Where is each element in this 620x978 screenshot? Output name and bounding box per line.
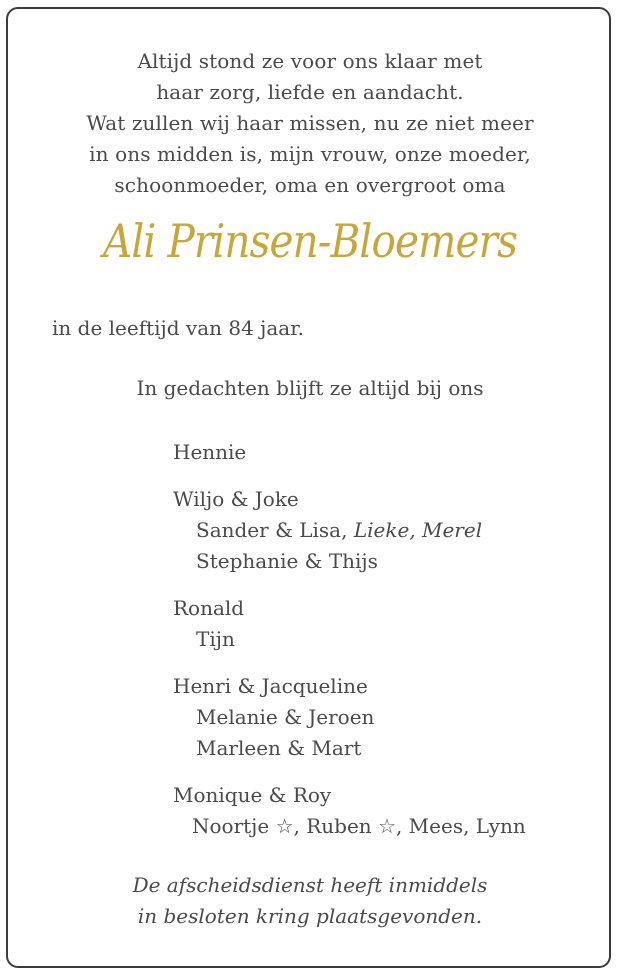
- family-child: Marleen & Mart: [196, 736, 362, 760]
- closing-text: [0, 870, 620, 932]
- family-child-italic: Lieke, Merel: [353, 518, 483, 542]
- family-head: Monique & Roy: [173, 783, 332, 807]
- intro-line: haar zorg, liefde en aandacht.: [156, 80, 464, 104]
- family-child: Noortje ☆, Ruben ☆, Mees, Lynn: [192, 814, 526, 838]
- family-list: [173, 437, 526, 858]
- memory-line: In gedachten blijft ze altijd bij ons: [136, 376, 484, 400]
- intro-line: Altijd stond ze voor ons klaar met: [137, 49, 483, 73]
- family-head: Wiljo & Joke: [173, 487, 299, 511]
- family-head: Ronald: [173, 596, 245, 620]
- intro-line: in ons midden is, mijn vrouw, onze moeder,: [89, 142, 531, 166]
- family-child: Tijn: [196, 627, 235, 651]
- family-group: [173, 780, 526, 842]
- family-child: Melanie & Jeroen: [196, 705, 375, 729]
- intro-text: [0, 46, 620, 201]
- family-child-text: Sander & Lisa,: [196, 518, 354, 542]
- family-group: [173, 593, 526, 655]
- age-line: in de leeftijd van 84 jaar.: [52, 316, 304, 340]
- family-group: [173, 484, 526, 577]
- family-child: Stephanie & Thijs: [196, 549, 378, 573]
- family-head: Hennie: [173, 440, 247, 464]
- deceased-name: Ali Prinsen-Bloemers: [103, 214, 517, 268]
- closing-line: in besloten kring plaatsgevonden.: [137, 904, 483, 928]
- intro-line: schoonmoeder, oma en overgroot oma: [114, 173, 506, 197]
- family-group: [173, 437, 526, 468]
- family-group: [173, 671, 526, 764]
- intro-line: Wat zullen wij haar missen, nu ze niet meer: [86, 111, 534, 135]
- family-child: [173, 515, 526, 546]
- family-head: Henri & Jacqueline: [173, 674, 368, 698]
- closing-line: De afscheidsdienst heeft inmiddels: [132, 873, 488, 897]
